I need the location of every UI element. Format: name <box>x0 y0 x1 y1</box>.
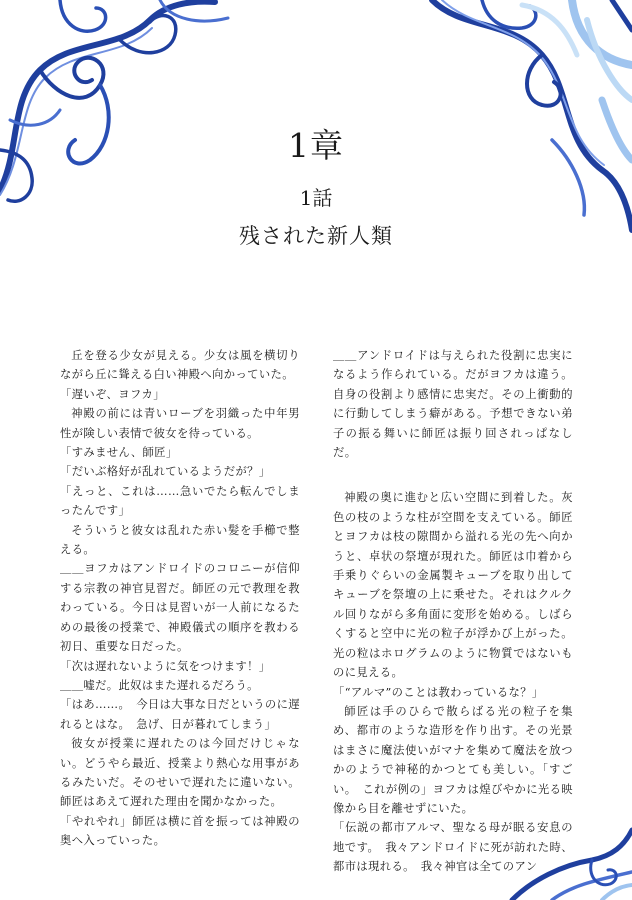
paragraph: 「“アルマ”のことは教わっているな？」 <box>333 685 544 699</box>
paragraph: ＿＿ヨフカはアンドロイドのコロニーが信仰する宗教の神官見習だ。師匠の元で教理を教わっている。今日は見習いが一人前になるための最後の授業で、神殿儀式の順序を教わる初日、重要な日だった。 <box>60 562 300 654</box>
paragraph: ＿＿アンドロイドは与えられた役割に忠実になるよう作られている。だがヨフカは違う。自身の役割より感情に忠実だ。その上衝動的に行動してしまう癖がある。予想できない弟子の振る舞いに師匠は振り回されっぱなしだ。 <box>333 349 573 460</box>
paragraph: 丘を登る少女が見える。少女は風を横切りながら丘に聳える白い神殿へ向かっていた。 <box>60 349 300 382</box>
paragraph: 「すみません、師匠」 <box>60 446 178 460</box>
paragraph: 「はあ……。 今日は大事な日だというのに遅れるとはな。 急げ、日が暮れてしまう」 <box>60 698 300 731</box>
text-column-left <box>60 346 300 851</box>
paragraph: 師匠は手のひらで散らばる光の粒子を集め、都市のような造形を作り出す。その光景はまさに魔法使いがマナを集めて魔法を放つかのようで神秘的かつとても美しい。「すごい。 これが例の」ヨフカは煌びやかに光る映像から目を離せずにいた。 <box>333 704 573 815</box>
paragraph: 彼女が授業に遅れたのは今回だけじゃない。どうやら最近、授業より熱心な用事があるみたいだ。そのせいで遅れたに違いない。師匠はあえて遅れた理由を聞かなかった。 <box>60 737 300 809</box>
paragraph: そういうと彼女は乱れた赤い髪を手櫛で整える。 <box>60 523 300 557</box>
paragraph: 「やれやれ」師匠は横に首を振っては神殿の奥へ入っていった。 <box>60 814 300 848</box>
ornament-flourish-top-left <box>0 0 230 210</box>
paragraph: 神殿の奥に進むと広い空間に到着した。灰色の枝のような柱が空間を支えている。師匠とヨフカは枝の隙間から溢れる光の先へ向かうと、卓状の祭壇が現れた。師匠は巾着から手乗りぐらいの金属製キューブを取り出してキューブを祭壇の上に乗せた。それはクルクル回りながら多角面に変形を始める。しばらくすると空中に光の粒子が浮かび上がった。光の粒はホログラムのように物質ではないものに見える。 <box>333 491 573 680</box>
paragraph: 「えっと、これは……急いでたら転んでしまったんです」 <box>60 484 300 518</box>
paragraph: 神殿の前には青いローブを羽織った中年男性が険しい表情で彼女を待っている。 <box>60 407 300 440</box>
paragraph: 「遅いぞ、ヨフカ」 <box>60 387 165 401</box>
paragraph: ＿＿嘘だ。此奴はまた遅れるだろう。 <box>60 678 259 692</box>
episode-title: 残された新人類 <box>239 224 393 248</box>
paragraph: 「伝説の都市アルマ、聖なる母が眠る安息の地です。 我々アンドロイドに死が訪れた時、都市は現れる。 我々神官は全てのアン <box>333 821 573 874</box>
paragraph: 「だいぶ格好が乱れているようだが？」 <box>60 465 271 479</box>
paragraph: 「次は遅れないように気をつけます！」 <box>60 659 271 673</box>
episode-heading: 1話 <box>299 186 333 210</box>
text-column-right <box>333 346 573 877</box>
chapter-heading: 1章 <box>288 126 344 165</box>
